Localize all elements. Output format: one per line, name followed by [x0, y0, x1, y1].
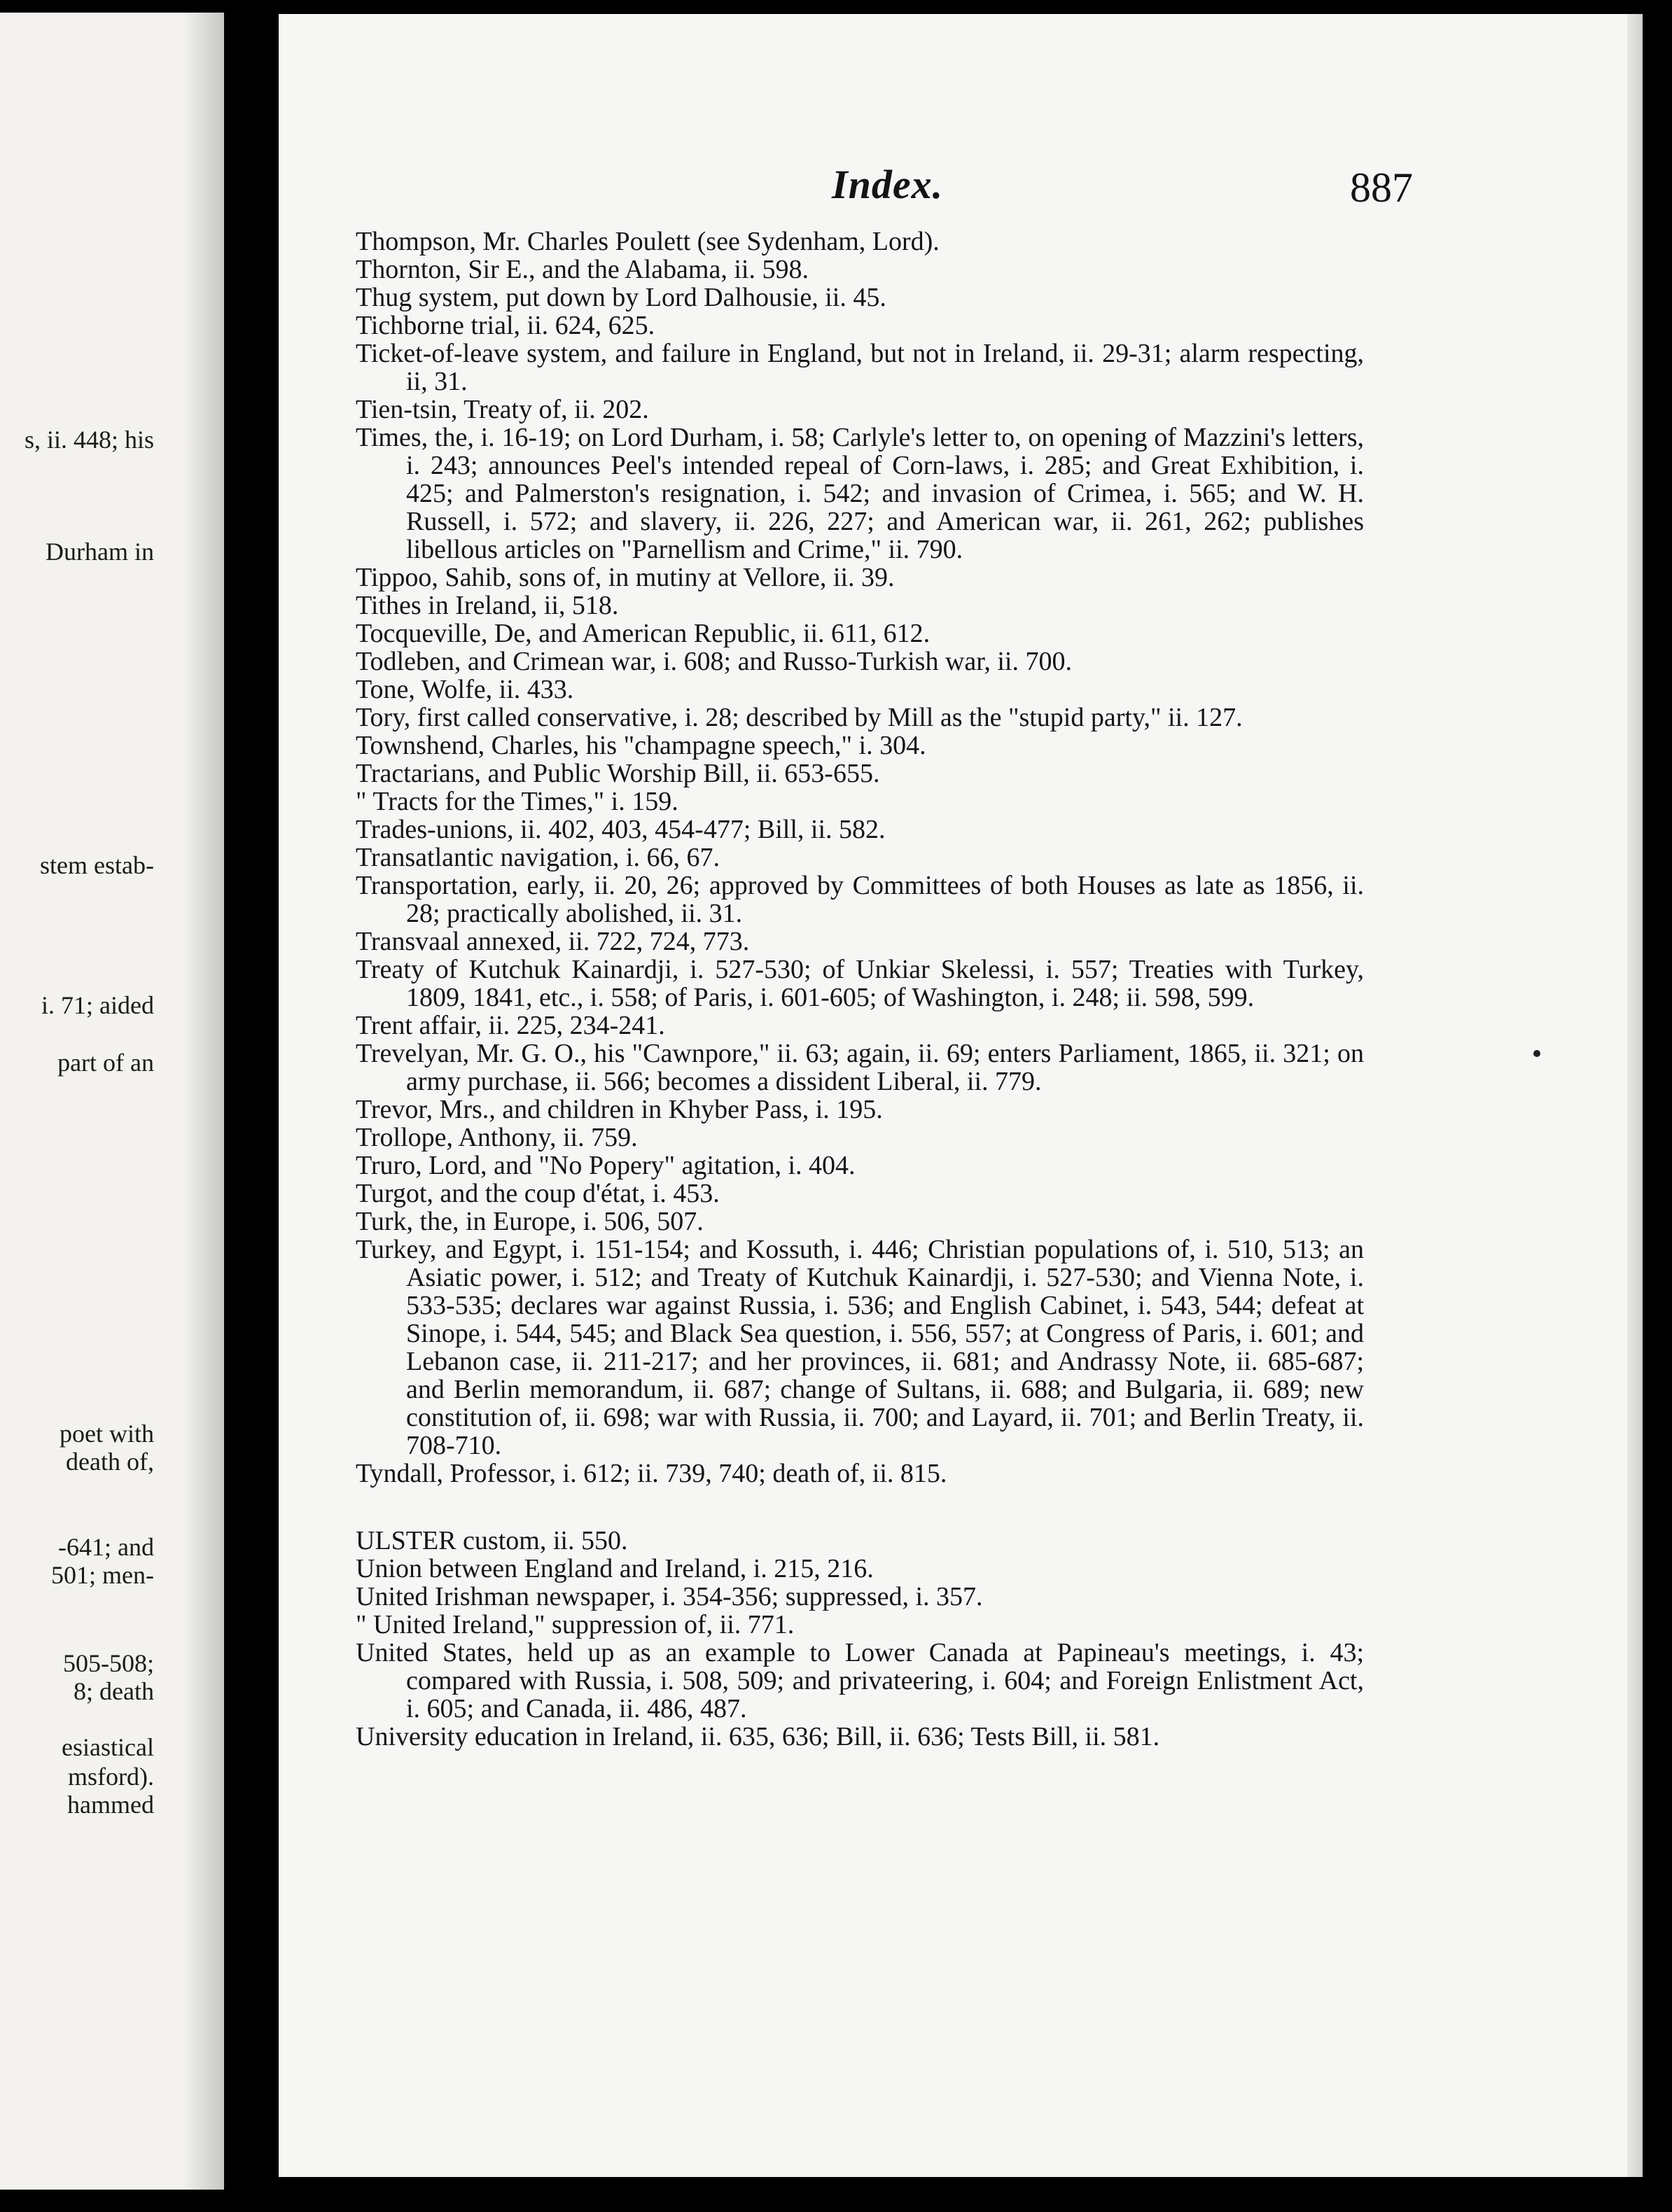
index-entry: Tone, Wolfe, ii. 433. — [356, 675, 574, 704]
ink-speck — [1533, 1050, 1540, 1057]
index-entry: Tichborne trial, ii. 624, 625. — [356, 311, 655, 340]
index-entry: Transvaal annexed, ii. 722, 724, 773. — [356, 927, 750, 956]
index-entry: Trevelyan, Mr. G. O., his "Cawnpore," ii. 63; again, ii. 69; enters Parliament, 1865, ii. 321; on army purchase, ii. 566; becomes a dissident Liberal, ii. 779. — [356, 1039, 1364, 1096]
left-fragment: part of an — [57, 1049, 154, 1077]
index-entry: Turgot, and the coup d'état, i. 453. — [356, 1179, 720, 1208]
page-number: 887 — [1350, 164, 1413, 211]
index-entry: Tyndall, Professor, i. 612; ii. 739, 740; death of, ii. 815. — [356, 1459, 947, 1488]
index-entry: Todleben, and Crimean war, i. 608; and Russo-Turkish war, ii. 700. — [356, 647, 1072, 676]
index-page — [279, 14, 1643, 2177]
left-fragment: i. 71; aided — [41, 991, 154, 1019]
index-entry: United States, held up as an example to Lower Canada at Papineau's meetings, i. 43; compared with Russia, i. 508, 509; and privateering, i. 604; and Foreign Enlistment Act, i. 605; and Canada, ii. 486, 487. — [356, 1638, 1364, 1723]
left-fragment: 501; men- — [51, 1561, 154, 1589]
left-fragment: msford). — [68, 1763, 154, 1791]
left-fragment: death of, — [66, 1448, 154, 1476]
index-entry: Townshend, Charles, his "champagne speech," i. 304. — [356, 731, 926, 760]
left-page — [0, 13, 224, 2190]
index-entry: Tippoo, Sahib, sons of, in mutiny at Vellore, ii. 39. — [356, 563, 895, 592]
index-entry: Tractarians, and Public Worship Bill, ii. 653-655. — [356, 759, 880, 788]
index-entry: Trent affair, ii. 225, 234-241. — [356, 1011, 665, 1040]
index-entry: Tithes in Ireland, ii, 518. — [356, 591, 619, 620]
index-entry: Turkey, and Egypt, i. 151-154; and Kossuth, i. 446; Christian populations of, i. 510, 513; an Asiatic power, i. 512; and Treaty of Kutchuk Kainardji, i. 527-530; and Vienna Note, i. 533-535; declares war against Russia, i. 536; and English Cabinet, i. 543, 544; defeat at Sinope, i. 544, 545; and Black Sea question, i. 556, 557; at Congress of Paris, i. 601; and Lebanon case, ii. 211-217; and her provinces, ii. 681; and Andrassy Note, ii. 685-687; and Berlin memorandum, ii. 687; change of Sultans, ii. 688; and Bulgaria, ii. 689; new constitution of, ii. 698; war with Russia, ii. 700; and Layard, ii. 701; and Berlin Treaty, ii. 708-710. — [356, 1235, 1364, 1460]
index-entry: Thompson, Mr. Charles Poulett (see Sydenham, Lord). — [356, 227, 940, 256]
index-entries — [356, 227, 1364, 1751]
left-fragment: poet with — [60, 1420, 154, 1448]
index-entry: Tocqueville, De, and American Republic, ii. 611, 612. — [356, 619, 931, 648]
index-entry: Times, the, i. 16-19; on Lord Durham, i. 58; Carlyle's letter to, on opening of Mazzini's letters, i. 243; announces Peel's intended repeal of Corn-laws, i. 285; and Great Exhibition, i. 425; and Palmerston's resignation, i. 542; and invasion of Crimea, i. 565; and W. H. Russell, i. 572; and slavery, ii. 226, 227; and American war, ii. 261, 262; publishes libellous articles on "Parnellism and Crime," ii. 790. — [356, 423, 1364, 564]
index-entry: " Tracts for the Times," i. 159. — [356, 787, 678, 816]
page-edge — [1627, 14, 1643, 2177]
left-fragment: esiastical — [62, 1733, 154, 1761]
left-fragment: -641; and — [58, 1533, 154, 1561]
running-head: Index. — [832, 162, 944, 207]
index-entry: Treaty of Kutchuk Kainardji, i. 527-530; of Unkiar Skelessi, i. 557; Treaties with Turkey, 1809, 1841, etc., i. 558; of Paris, i. 601-605; of Washington, i. 248; ii. 598, 599. — [356, 955, 1364, 1012]
index-entry: Transatlantic navigation, i. 66, 67. — [356, 843, 720, 872]
index-entry: ULSTER custom, ii. 550. — [356, 1526, 628, 1555]
gutter-shadow — [182, 13, 224, 2190]
index-entry: Union between England and Ireland, i. 215, 216. — [356, 1554, 874, 1583]
index-group-t — [356, 227, 1364, 1488]
index-entry: Thug system, put down by Lord Dalhousie, ii. 45. — [356, 283, 886, 312]
left-fragment: hammed — [67, 1791, 154, 1819]
index-entry: Trollope, Anthony, ii. 759. — [356, 1123, 638, 1152]
index-entry: Truro, Lord, and "No Popery" agitation, i. 404. — [356, 1151, 856, 1180]
index-entry: Trevor, Mrs., and children in Khyber Pass, i. 195. — [356, 1095, 883, 1124]
index-entry: Tory, first called conservative, i. 28; described by Mill as the "stupid party," ii. 127. — [356, 703, 1243, 732]
left-fragment: s, ii. 448; his — [24, 426, 154, 454]
left-fragment: 8; death — [74, 1677, 154, 1705]
index-entry: University education in Ireland, ii. 635, 636; Bill, ii. 636; Tests Bill, ii. 581. — [356, 1722, 1160, 1751]
left-fragment: Durham in — [46, 538, 154, 566]
index-entry: Thornton, Sir E., and the Alabama, ii. 598. — [356, 255, 809, 284]
index-entry: United Irishman newspaper, i. 354-356; suppressed, i. 357. — [356, 1582, 983, 1611]
index-entry: Turk, the, in Europe, i. 506, 507. — [356, 1207, 704, 1236]
left-fragment: 505-508; — [63, 1649, 154, 1677]
index-entry: Trades-unions, ii. 402, 403, 454-477; Bill, ii. 582. — [356, 815, 886, 844]
index-entry: Ticket-of-leave system, and failure in England, but not in Ireland, ii. 29-31; alarm respecting, ii, 31. — [356, 339, 1364, 396]
index-entry: " United Ireland," suppression of, ii. 771. — [356, 1610, 795, 1639]
index-group-u — [356, 1527, 1364, 1751]
left-fragment: stem estab- — [40, 851, 154, 879]
index-entry: Tien-tsin, Treaty of, ii. 202. — [356, 395, 649, 424]
index-entry: Transportation, early, ii. 20, 26; approved by Committees of both Houses as late as 1856, ii. 28; practically abolished, ii. 31. — [356, 871, 1364, 928]
